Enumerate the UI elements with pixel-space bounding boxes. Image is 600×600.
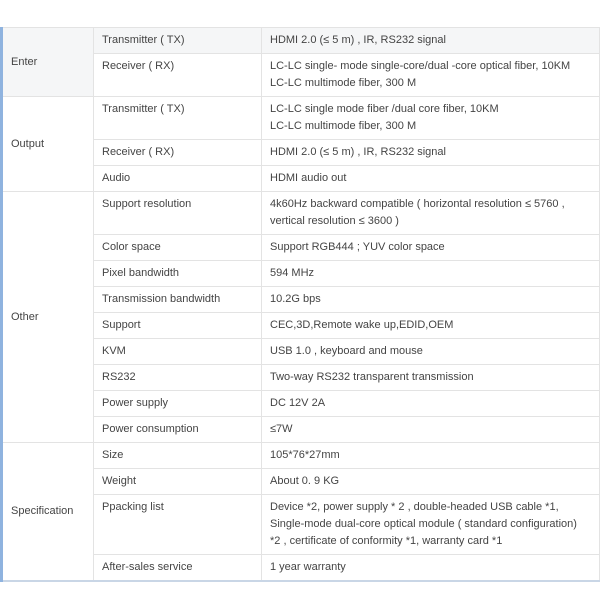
spec-value bbox=[262, 287, 600, 313]
spec-value-line: 10.2G bps bbox=[270, 293, 321, 305]
spec-value bbox=[262, 313, 600, 339]
spec-value bbox=[262, 166, 600, 192]
spec-value bbox=[262, 469, 600, 495]
spec-name: Receiver ( RX) bbox=[94, 54, 262, 97]
spec-name: Support resolution bbox=[94, 192, 262, 235]
spec-name: Transmitter ( TX) bbox=[94, 97, 262, 140]
spec-value-line: Two-way RS232 transparent transmission bbox=[270, 371, 474, 383]
group-label: Enter bbox=[2, 28, 94, 97]
spec-value bbox=[262, 192, 600, 235]
spec-name: Power supply bbox=[94, 391, 262, 417]
spec-value-line: 1 year warranty bbox=[270, 561, 346, 573]
group-label: Specification bbox=[2, 443, 94, 582]
spec-value bbox=[262, 97, 600, 140]
spec-name: KVM bbox=[94, 339, 262, 365]
spec-name: Color space bbox=[94, 235, 262, 261]
spec-value-line: 594 MHz bbox=[270, 267, 315, 279]
spec-value-line: *2 , certificate of conformity *1, warranty card *1 bbox=[270, 535, 503, 547]
spec-name: Ppacking list bbox=[94, 495, 262, 555]
spec-table bbox=[0, 27, 600, 582]
spec-value-line: ≤7W bbox=[270, 423, 293, 435]
spec-value-line: About 0. 9 KG bbox=[270, 475, 340, 487]
spec-table-body bbox=[2, 28, 600, 582]
spec-value-line: LC-LC multimode fiber, 300 M bbox=[270, 120, 417, 132]
spec-value bbox=[262, 443, 600, 469]
table-row bbox=[2, 28, 600, 54]
spec-value bbox=[262, 235, 600, 261]
spec-value-line: LC-LC single mode fiber /dual core fiber, 10KM bbox=[270, 103, 499, 115]
table-row bbox=[2, 97, 600, 140]
spec-value-line: HDMI 2.0 (≤ 5 m) , IR, RS232 signal bbox=[270, 34, 446, 46]
spec-value-line: LC-LC multimode fiber, 300 M bbox=[270, 77, 417, 89]
spec-value bbox=[262, 555, 600, 582]
spec-name: Audio bbox=[94, 166, 262, 192]
spec-value-line: HDMI audio out bbox=[270, 172, 347, 184]
spec-value-line: 4k60Hz backward compatible ( horizontal resolution ≤ 5760 , bbox=[270, 198, 565, 210]
spec-name: After-sales service bbox=[94, 555, 262, 582]
spec-name: RS232 bbox=[94, 365, 262, 391]
spec-value-line: USB 1.0 , keyboard and mouse bbox=[270, 345, 423, 357]
spec-value-line: LC-LC single- mode single-core/dual -core optical fiber, 10KM bbox=[270, 60, 571, 72]
spec-value-line: Support RGB444 ; YUV color space bbox=[270, 241, 445, 253]
table-row bbox=[2, 443, 600, 469]
spec-value bbox=[262, 261, 600, 287]
spec-value-line: Device *2, power supply * 2 , double-headed USB cable *1, bbox=[270, 501, 559, 513]
spec-value bbox=[262, 28, 600, 54]
group-label: Output bbox=[2, 97, 94, 192]
spec-value bbox=[262, 391, 600, 417]
spec-name: Size bbox=[94, 443, 262, 469]
spec-name: Power consumption bbox=[94, 417, 262, 443]
spec-name: Support bbox=[94, 313, 262, 339]
spec-value-line: vertical resolution ≤ 3600 ) bbox=[270, 215, 399, 227]
spec-name: Transmission bandwidth bbox=[94, 287, 262, 313]
spec-value bbox=[262, 339, 600, 365]
table-row bbox=[2, 192, 600, 235]
spec-value-line: CEC,3D,Remote wake up,EDID,OEM bbox=[270, 319, 454, 331]
spec-name: Receiver ( RX) bbox=[94, 140, 262, 166]
spec-value bbox=[262, 140, 600, 166]
spec-value bbox=[262, 495, 600, 555]
spec-value-line: DC 12V 2A bbox=[270, 397, 326, 409]
spec-value bbox=[262, 54, 600, 97]
spec-value-line: Single-mode dual-core optical module ( standard configuration) bbox=[270, 518, 577, 530]
spec-value bbox=[262, 417, 600, 443]
group-label: Other bbox=[2, 192, 94, 443]
spec-value-line: 105*76*27mm bbox=[270, 449, 340, 461]
spec-name: Pixel bandwidth bbox=[94, 261, 262, 287]
spec-name: Weight bbox=[94, 469, 262, 495]
spec-value bbox=[262, 365, 600, 391]
spec-name: Transmitter ( TX) bbox=[94, 28, 262, 54]
spec-value-line: HDMI 2.0 (≤ 5 m) , IR, RS232 signal bbox=[270, 146, 446, 158]
